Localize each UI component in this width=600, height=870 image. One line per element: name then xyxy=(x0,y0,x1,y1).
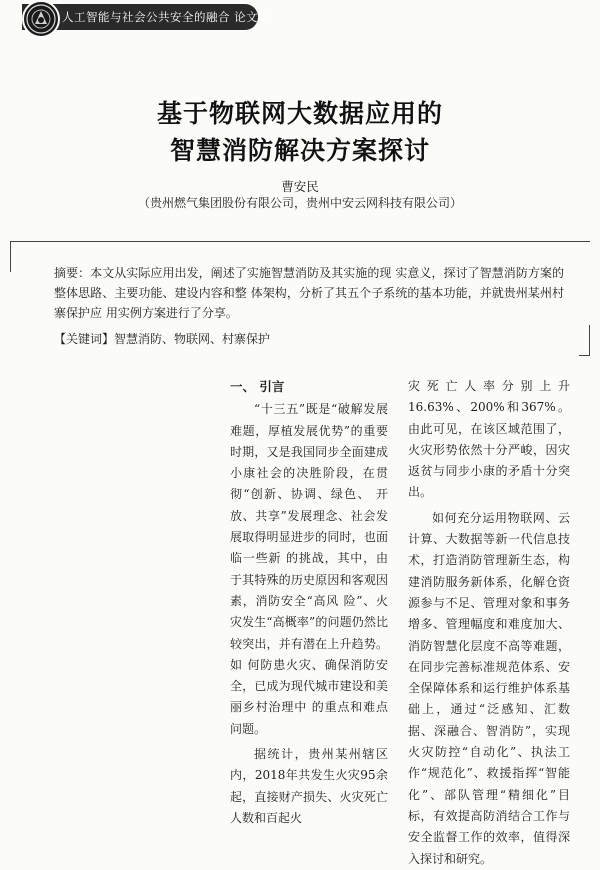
section-heading-introduction: 一、 引言 xyxy=(230,379,285,394)
paper-title-line-2: 智慧消防解决方案探讨 xyxy=(169,136,430,165)
series-title: 人工智能与社会公共安全的融合 论文集 xyxy=(62,10,271,24)
left-column xyxy=(230,376,388,829)
intro-paragraph-1: “十三五”既是“破解发展难题，厚植发展优势”的重要时期，又是我国同步全面建成小康社会的决胜阶段，在贯彻“创新、协调、绿色、 开放、共享”发展理念、社会发展取得明显进步的同时，也面临一些新 的挑战，其中，由于其特殊的历史原因和客观因素，消防安全“高风 险”、火灾发生“高概率”的问题仍然比较突出，并有潜在上升趋势。如 何防患火灾、确保消防安全，已成为现代城市建设和美丽乡村治理中 的重点和难点问题。 xyxy=(230,402,388,736)
author-name: 曹安民 xyxy=(281,179,319,194)
right-column xyxy=(408,376,570,870)
abstract-text: 摘要：本文从实际应用出发，阐述了实施智慧消防及其实施的现 实意义，探讨了智慧消防方案的整体思路、主要功能、建设内容和整 体架构，分析了其五个子系统的基本功能，并就贵州某州村寨保护应 用实例方案进行了分享。 xyxy=(54,266,564,320)
right-paragraph-1: 灾死亡人率分别上升16.63%、200%和367%。由此可见，在该区域范围了，火灾形势依然十分严峻，因灾返贫与同步小康的矛盾十分突出。 xyxy=(408,379,570,500)
paper-title-line-1: 基于物联网大数据应用的 xyxy=(156,99,443,128)
author-affiliation: （贵州燃气集团股份有限公司，贵州中安云网科技有限公司） xyxy=(137,196,462,210)
journal-logo-icon xyxy=(22,0,60,38)
intro-paragraph-2: 据统计，贵州某州辖区内，2018年共发生火灾95余起，直接财产损失、火灾死亡人数和百起火 xyxy=(230,747,388,825)
right-paragraph-2: 如何充分运用物联网、云计算、大数据等新一代信息技术，打造消防管理新生态，构建消防服务新体系，化解仓资源参与不足、管理对象和事务增多、管理幅度和难度加大、消防智慧化层度不高等难题，在同步完善标准规范体系、安全保障体系和运行维护体系基础上，通过“泛感知、汇数据、深融合、智消防”，实现火灾防控“自动化”、执法工作“规范化”、救援指挥“智能化”、部队管理“精细化”目标，有效提高防消结合工作与安全监督工作的效率，值得深入探讨和研究。 xyxy=(408,510,570,866)
keywords: 【关键词】智慧消防、物联网、村寨保护 xyxy=(54,332,271,346)
